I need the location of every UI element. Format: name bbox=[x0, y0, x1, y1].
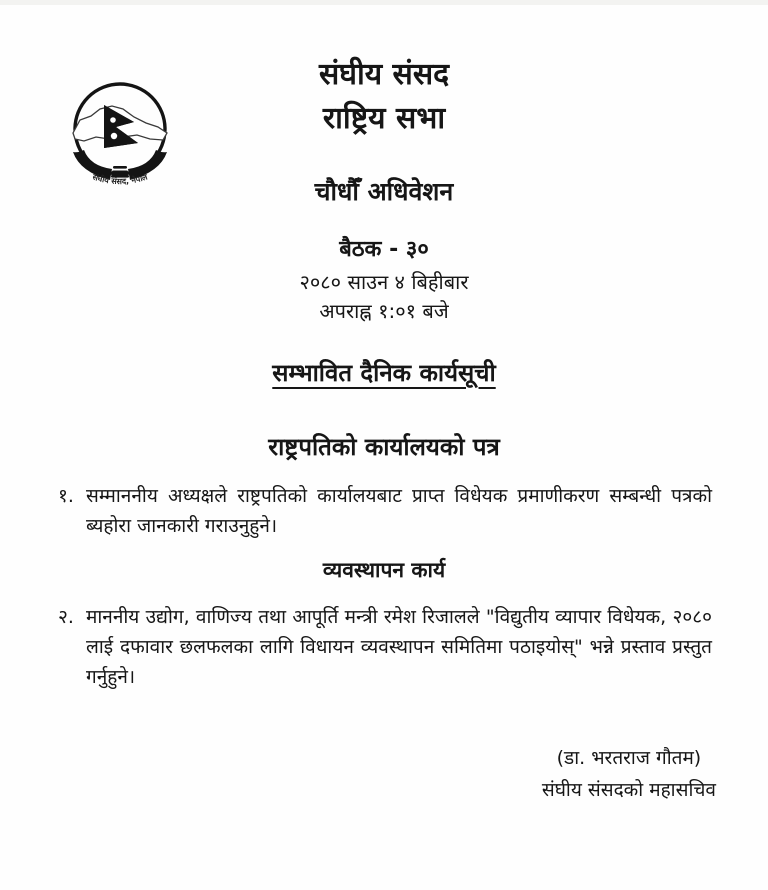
flag-sun-icon bbox=[111, 133, 117, 139]
flag-moon-icon bbox=[110, 117, 116, 123]
coil-stack bbox=[113, 166, 127, 169]
meeting-number: बैठक - ३० bbox=[339, 237, 429, 262]
agenda-item-text: सम्माननीय अध्यक्षले राष्ट्रपतिको कार्यालयबाट प्राप्त विधेयक प्रमाणीकरण सम्बन्धी पत्रको ब्यहोरा जानकारी गराउनुहुने। bbox=[86, 485, 712, 538]
org-title-federal-parliament: संघीय संसद bbox=[318, 57, 450, 92]
parliament-emblem-icon bbox=[60, 80, 180, 190]
coil-stack bbox=[112, 171, 128, 174]
agenda-item-number: १. bbox=[58, 485, 74, 507]
org-title-national-assembly: राष्ट्रिय सभा bbox=[322, 101, 446, 136]
agenda-item-number: २. bbox=[58, 606, 74, 629]
signatory-name: (डा. भरतराज गौतम) bbox=[556, 747, 702, 770]
right-hand-icon bbox=[128, 150, 167, 180]
agenda-item-text: माननीय उद्योग, वाणिज्य तथा आपूर्ति मन्त्री रमेश रिजालले "विद्युतीय व्यापार विधेयक, २०८० लाई दफावार छलफलका लागि विधायन व्यवस्थापन समितिमा पठाइयोस्" भन्ने प्रस्ताव प्रस्तुत गर्नुहुने। bbox=[86, 606, 712, 689]
session-title: चौधौँ अधिवेशन bbox=[314, 177, 454, 206]
emblem-caption: संघीय संसद, नेपाल bbox=[91, 172, 149, 187]
agenda-item-1 bbox=[58, 481, 712, 541]
section-heading-legislative-business: व्यवस्थापन कार्य bbox=[322, 558, 446, 583]
signature-block bbox=[0, 742, 768, 807]
left-hand-icon bbox=[73, 150, 112, 180]
agenda-title: सम्भावित दैनिक कार्यसूची bbox=[272, 359, 496, 387]
scan-edge-artifact bbox=[0, 0, 768, 5]
meeting-date: २०८० साउन ४ बिहीबार bbox=[299, 270, 469, 294]
section-heading-president-office-letter: राष्ट्रपतिको कार्यालयको पत्र bbox=[268, 433, 500, 461]
meeting-time: अपराह्न १:०१ बजे bbox=[319, 299, 449, 323]
agenda-item-2 bbox=[58, 602, 712, 692]
signatory-title: संघीय संसदको महासचिव bbox=[541, 779, 716, 802]
